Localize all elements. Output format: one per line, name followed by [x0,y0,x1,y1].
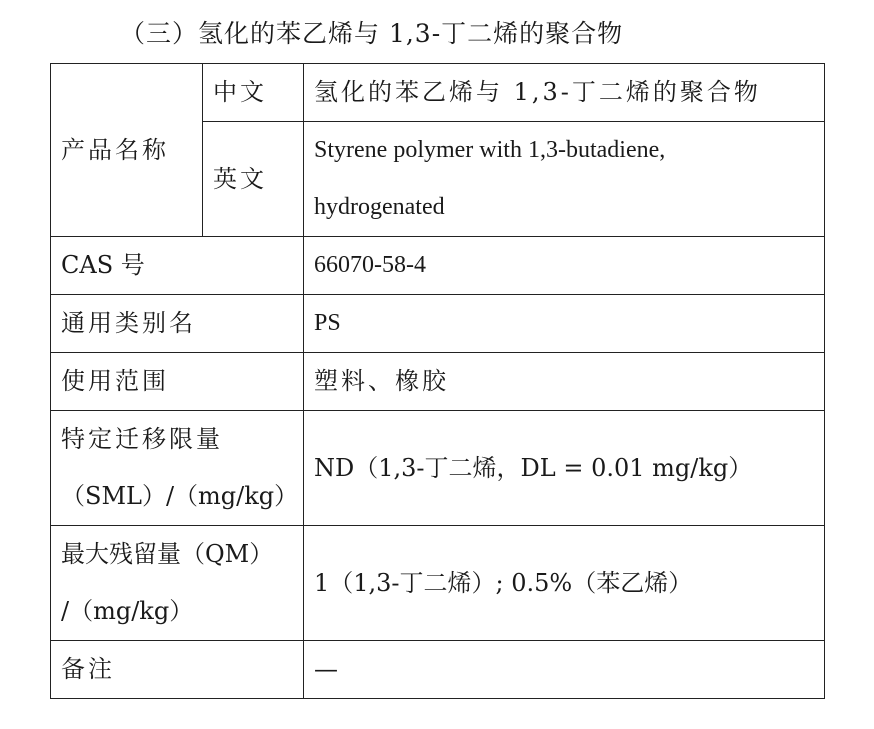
chinese-name-value: 氢化的苯乙烯与 1,3-丁二烯的聚合物 [304,64,825,122]
scope-value: 塑料、橡胶 [304,353,825,411]
table-row [51,526,825,641]
category-value: PS [304,295,825,353]
cas-label: CAS 号 [51,237,304,295]
english-name-line2: hydrogenated [314,194,445,220]
english-name-line1: Styrene polymer with 1,3-butadiene, [314,137,666,163]
qm-label-line2: /（mg/kg） [61,597,194,625]
table-row [51,295,825,353]
sml-value: ND（1,3-丁二烯，DL = 0.01 mg/kg） [304,411,825,526]
chinese-name-label: 中文 [203,64,304,122]
table-row [51,237,825,295]
table-row [51,353,825,411]
category-label: 通用类别名 [51,295,304,353]
substance-spec-table [50,63,825,699]
english-name-value [304,122,825,237]
sml-label-line2: （SML）/（mg/kg） [61,482,299,510]
document-title: （三）氢化的苯乙烯与 1,3-丁二烯的聚合物 [120,19,624,48]
qm-label-line1: 最大残留量（QM） [61,540,274,568]
table-row [51,641,825,699]
remark-label: 备注 [51,641,304,699]
english-name-label: 英文 [203,122,304,237]
cas-value: 66070-58-4 [304,237,825,295]
remark-value: — [304,641,825,699]
qm-label [51,526,304,641]
qm-value: 1（1,3-丁二烯）; 0.5%（苯乙烯） [304,526,825,641]
table-row [51,411,825,526]
sml-label [51,411,304,526]
sml-label-line1: 特定迁移限量 [61,425,223,453]
scope-label: 使用范围 [51,353,304,411]
product-name-label: 产品名称 [51,64,203,237]
table-row [51,64,825,122]
